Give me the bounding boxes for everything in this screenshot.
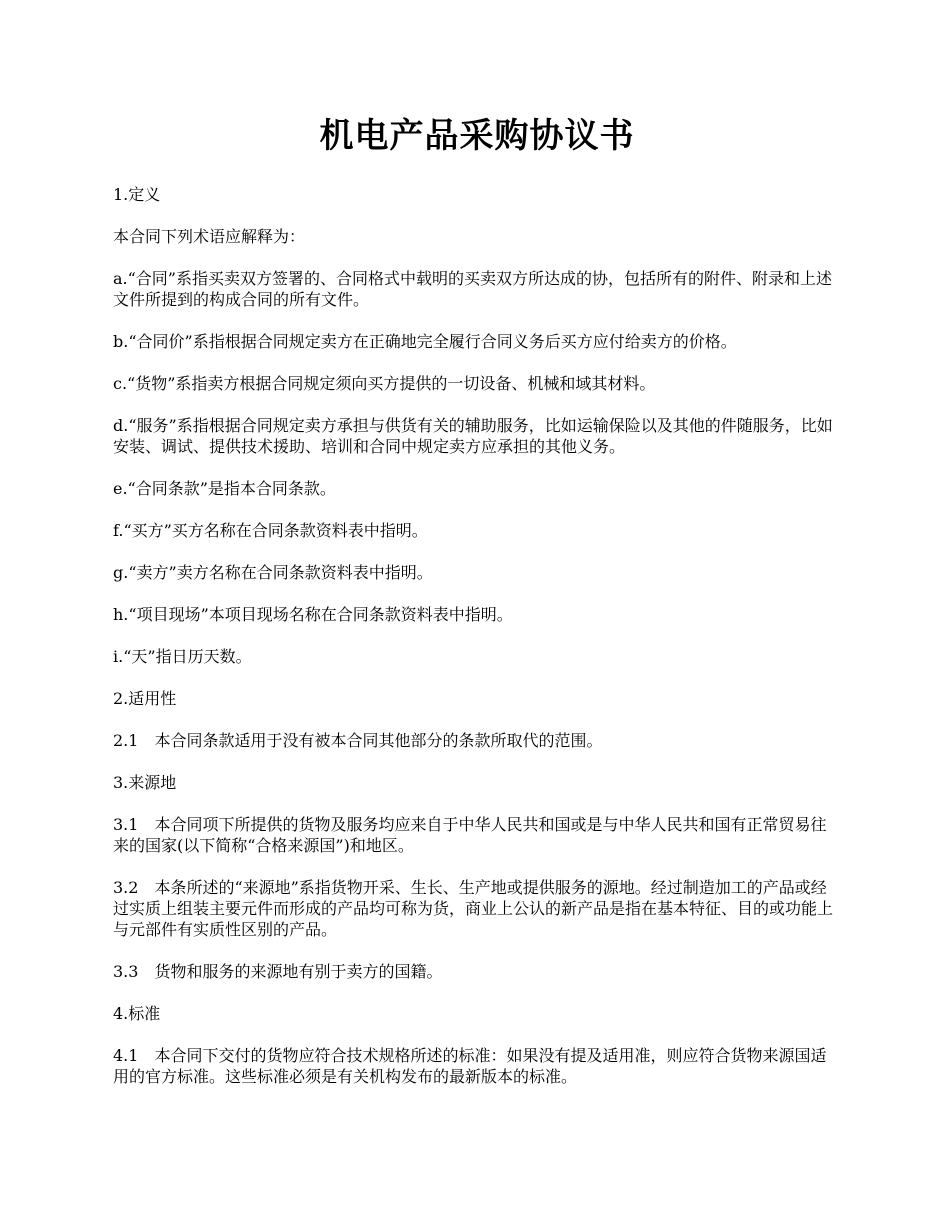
clause-3-1: 3.1 本合同项下所提供的货物及服务均应来自于中华人民共和国或是与中华人民共和国有正常贸易往来的国家(以下简称“合格来源国”)和地区。 [113, 815, 827, 855]
definition-day: i.“天”指日历天数。 [113, 647, 252, 666]
section-heading-standards: 4.标准 [113, 1004, 161, 1023]
definition-contract-terms: e.“合同条款”是指本合同条款。 [113, 479, 336, 498]
definitions-intro: 本合同下列术语应解释为： [113, 227, 306, 246]
clause-3-3: 3.3 货物和服务的来源地有别于卖方的国籍。 [113, 962, 443, 981]
definition-goods: c.“货物”系指卖方根据合同规定须向买方提供的一切设备、机械和域其材料。 [113, 374, 656, 393]
section-heading-origin: 3.来源地 [113, 773, 177, 792]
definition-contract-price: b.“合同价”系指根据合同规定卖方在正确地完全履行合同义务后买方应付给卖方的价格。 [113, 332, 737, 351]
document-page [113, 110, 841, 1108]
definition-buyer: f.“买方”买方名称在合同条款资料表中指明。 [113, 521, 428, 540]
definition-project-site: h.“项目现场”本项目现场名称在合同条款资料表中指明。 [113, 605, 513, 624]
clause-3-2: 3.2 本条所述的“来源地”系指货物开采、生长、生产地或提供服务的源地。经过制造加工的产品或经过实质上组装主要元件而形成的产品均可称为货，商业上公认的新产品是指在基本特征、目的或功能上与元部件有实质性区别的产品。 [113, 878, 834, 939]
document-title: 机电产品采购协议书 [319, 116, 635, 156]
section-heading-definitions: 1.定义 [113, 185, 161, 204]
definition-seller: g.“卖方”卖方名称在合同条款资料表中指明。 [113, 563, 433, 582]
definition-services: d.“服务”系指根据合同规定卖方承担与供货有关的辅助服务，比如运输保险以及其他的件随服务，比如安装、调试、提供技术援助、培训和合同中规定卖方应承担的其他义务。 [113, 416, 833, 456]
section-heading-applicability: 2.适用性 [113, 689, 177, 708]
clause-4-1: 4.1 本合同下交付的货物应符合技术规格所述的标准：如果没有提及适用准，则应符合货物来源国适用的官方标准。这些标准必须是有关机构发布的最新版本的标准。 [113, 1046, 827, 1086]
definition-contract: a.“合同”系指买卖双方签署的、合同格式中载明的买卖双方所达成的协，包括所有的附件、附录和上述文件所提到的构成合同的所有文件。 [113, 269, 832, 309]
clause-2-1: 2.1 本合同条款适用于没有被本合同其他部分的条款所取代的范围。 [113, 731, 603, 750]
